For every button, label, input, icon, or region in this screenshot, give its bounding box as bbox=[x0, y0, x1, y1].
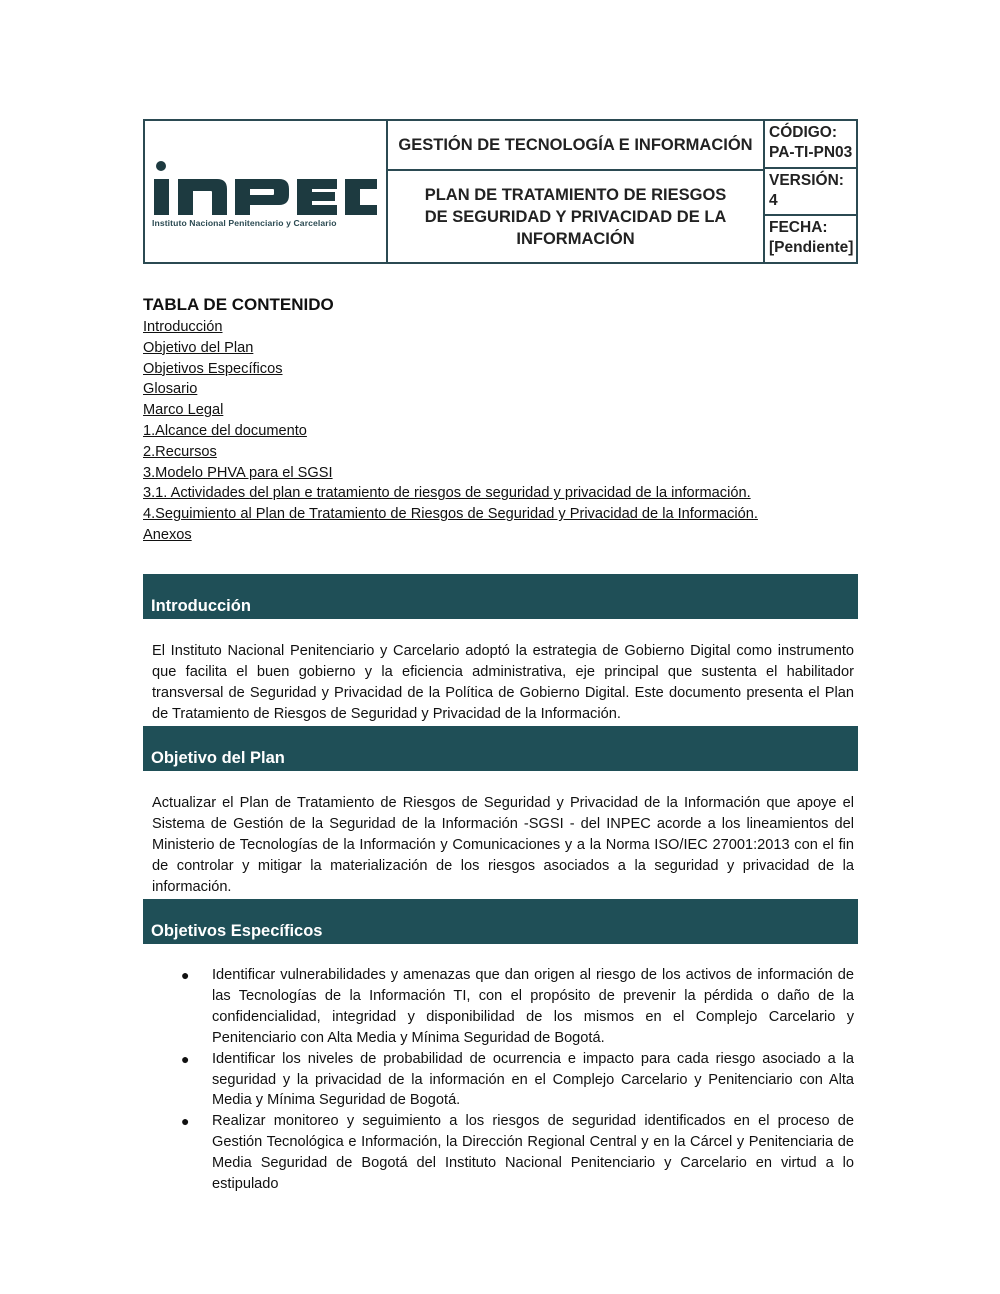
section-banner-introduccion bbox=[143, 574, 858, 619]
date-cell bbox=[765, 216, 856, 262]
toc-item bbox=[143, 379, 758, 400]
intro-paragraph: El Instituto Nacional Penitenciario y Carcelario adoptó la estrategia de Gobierno Digital como instrumento que facilita el buen gobierno y la eficiencia administrativa, eje principal que sustenta el habilitador transversal de Seguridad y Privacidad de la Política de Gobierno Digital. Este documento presenta el Plan de Tratamiento de Riesgos de Seguridad y Privacidad de la Información. bbox=[152, 643, 854, 722]
process-name: GESTIÓN DE TECNOLOGÍA E INFORMACIÓN bbox=[388, 121, 763, 171]
toc-item bbox=[143, 463, 758, 484]
bullet-icon: ● bbox=[181, 967, 190, 983]
toc-item bbox=[143, 504, 758, 525]
toc-link-modelo-phva[interactable]: 3.Modelo PHVA para el SGSI bbox=[143, 464, 333, 481]
toc-link-glosario[interactable]: Glosario bbox=[143, 381, 198, 398]
toc-link-actividades[interactable]: 3.1. Actividades del plan e tratamiento de riesgos de seguridad y privacidad de la información. bbox=[143, 485, 751, 502]
document-header-table bbox=[143, 119, 858, 264]
specific-objectives-list bbox=[168, 965, 854, 1195]
section-heading: Introducción bbox=[151, 597, 251, 615]
version-cell bbox=[765, 169, 856, 216]
table-of-contents bbox=[143, 317, 758, 546]
header-meta-cell bbox=[765, 121, 856, 262]
toc-title: TABLA DE CONTENIDO bbox=[143, 295, 334, 314]
toc-item bbox=[143, 483, 758, 504]
list-item-text: Identificar vulnerabilidades y amenazas que dan origen al riesgo de los activos de información de las Tecnologías de la Información TI, con el propósito de prevenir la pérdida o daño de la confidencialidad, integridad y disponibilidad de los mismos en el Complejo Carcelario y Penitenciario con Alta Media y Mínima Seguridad de Bogotá. bbox=[212, 967, 854, 1046]
toc-link-seguimiento[interactable]: 4.Seguimiento al Plan de Tratamiento de Riesgos de Seguridad y Privacidad de la Información. bbox=[143, 506, 758, 523]
bullet-icon: ● bbox=[181, 1113, 190, 1130]
version-label: VERSIÓN: bbox=[769, 172, 844, 189]
toc-link-alcance[interactable]: 1.Alcance del documento bbox=[143, 422, 307, 439]
version-value: 4 bbox=[769, 192, 778, 209]
list-item bbox=[168, 1111, 854, 1195]
toc-link-marco-legal[interactable]: Marco Legal bbox=[143, 402, 224, 419]
toc-link-objetivos-especificos[interactable]: Objetivos Específicos bbox=[143, 360, 283, 377]
toc-item bbox=[143, 421, 758, 442]
logo-cell bbox=[145, 121, 388, 262]
list-item-text: Realizar monitoreo y seguimiento a los riesgos de seguridad identificados en el proceso de Gestión Tecnológica e Información, la Dirección Regional Central y en la Cárcel y Penitenciaria de Media Seguridad de Bogotá del Instituto Nacional Penitenciario y Carcelario en virtud a lo estipulado bbox=[212, 1113, 854, 1193]
section-heading: Objetivos Específicos bbox=[151, 922, 323, 940]
toc-item bbox=[143, 442, 758, 463]
section-heading: Objetivo del Plan bbox=[151, 749, 285, 767]
code-label: CÓDIGO: bbox=[769, 124, 838, 141]
toc-link-introduccion[interactable]: Introducción bbox=[143, 319, 223, 335]
objective-paragraph: Actualizar el Plan de Tratamiento de Riesgos de Seguridad y Privacidad de la Información que apoye el Sistema de Gestión de la Seguridad de la Información -SGSI - del INPEC acorde a los lineamientos del Ministerio de Tecnologías de la Información y Comunicaciones y a la Norma ISO/IEC 27001:2013 con el fin de controlar y mitigar la materialización de los riesgos asociados a la seguridad y privacidad de la información. bbox=[152, 795, 854, 895]
logo-subtitle: Instituto Nacional Penitenciario y Carcelario bbox=[152, 218, 337, 228]
inpec-logo bbox=[151, 161, 377, 219]
list-item bbox=[168, 965, 854, 1049]
code-cell bbox=[765, 121, 856, 169]
list-item-text: Identificar los niveles de probabilidad de ocurrencia e impacto para cada riesgo asociado a la seguridad y la privacidad de la información en el Complejo Carcelario y Penitenciario con Alta Media y Mínima Seguridad de Bogotá. bbox=[212, 1050, 854, 1109]
header-title-cell bbox=[388, 121, 765, 262]
code-value: PA-TI-PN03 bbox=[769, 144, 853, 161]
toc-item bbox=[143, 525, 758, 546]
toc-link-anexos[interactable]: Anexos bbox=[143, 526, 192, 543]
toc-item bbox=[143, 359, 758, 380]
toc-link-recursos[interactable]: 2.Recursos bbox=[143, 443, 217, 460]
document-title: PLAN DE TRATAMIENTO DE RIESGOS DE SEGURIDAD Y PRIVACIDAD DE LA INFORMACIÓN bbox=[424, 185, 727, 248]
toc-link-objetivo-plan[interactable]: Objetivo del Plan bbox=[143, 339, 254, 356]
date-value: [Pendiente] bbox=[769, 239, 854, 256]
toc-item bbox=[143, 338, 758, 359]
date-label: FECHA: bbox=[769, 219, 828, 236]
section-banner-objetivo bbox=[143, 726, 858, 771]
section-banner-objetivos-especificos bbox=[143, 899, 858, 944]
list-item bbox=[168, 1049, 854, 1112]
bullet-icon: ● bbox=[181, 1050, 190, 1067]
toc-item bbox=[143, 400, 758, 421]
toc-item bbox=[143, 317, 758, 338]
